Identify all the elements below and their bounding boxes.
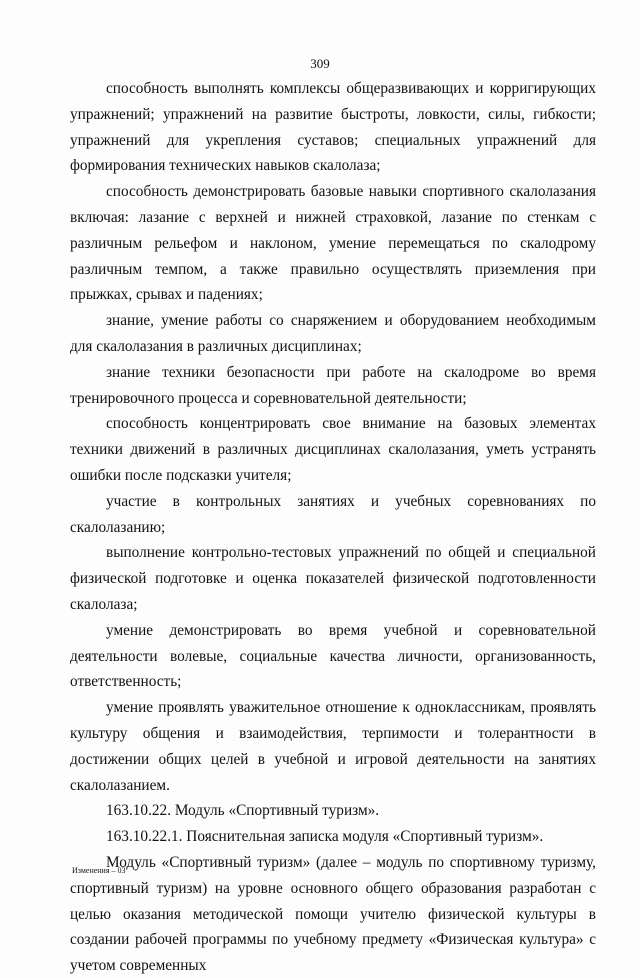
paragraph: способность выполнять комплексы общеразвивающих и корригирующих упражнений; упражнений на развитие быстроты, ловкости, силы, гибкости; упражнений для укрепления суставов; специальных упражнений для формирования технических навыков скалолаза;	[70, 80, 596, 175]
page-number: 309	[310, 56, 330, 71]
paragraph: умение демонстрировать во время учебной и соревновательной деятельности волевые, социальные качества личности, организованность, ответственность;	[70, 621, 596, 691]
document-body	[70, 76, 596, 979]
paragraph: выполнение контрольно-тестовых упражнений по общей и специальной физической подготовке и оценка показателей физической подготовленности скалолаза;	[70, 544, 596, 613]
paragraph: способность концентрировать свое внимание на базовых элементах техники движений в различных дисциплинах скалолазания, уметь устранять ошибки после подсказки учителя;	[70, 415, 596, 484]
paragraph: способность демонстрировать базовые навыки спортивного скалолазания включая: лазание с верхней и нижней страховкой, лазание по стенкам с различным рельефом и наклоном, умение перемещаться по скалодрому различным темпом, а также правильно осуществлять приземления при прыжках, срывах и падениях;	[70, 183, 596, 304]
paragraph: участие в контрольных занятиях и учебных соревнованиях по скалолазанию;	[70, 492, 596, 536]
paragraph: умение проявлять уважительное отношение к одноклассникам, проявлять культуру общения и взаимодействия, терпимости и толерантности в достижении общих целей в учебной и игровой деятельности на занятиях скалолазанием.	[70, 699, 596, 794]
paragraph: знание, умение работы со снаряжением и оборудованием необходимым для скалолазания в различных дисциплинах;	[70, 312, 596, 355]
paragraph: Модуль «Спортивный туризм» (далее – модуль по спортивному туризму, спортивный туризм) на уровне основного общего образования разработан с целью оказания методической помощи учителю физической культуры в создании рабочей программы по учебному предмету «Физическая культура» с учетом современных	[70, 853, 596, 975]
footer-note: Изменения – 03	[72, 866, 126, 875]
section-heading: 163.10.22. Модуль «Спортивный туризм».	[106, 802, 380, 820]
paragraph: знание техники безопасности при работе на скалодроме во время тренировочного процесса и соревновательной деятельности;	[70, 363, 596, 407]
subsection-heading: 163.10.22.1. Пояснительная записка модуля «Спортивный туризм».	[106, 828, 544, 846]
